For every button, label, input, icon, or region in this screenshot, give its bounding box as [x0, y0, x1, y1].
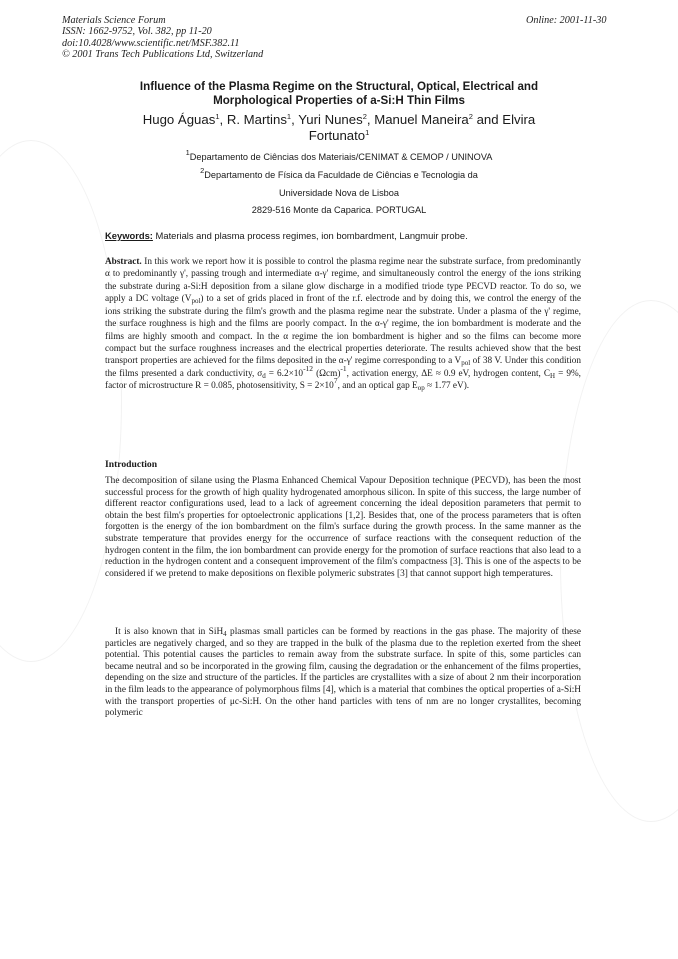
subscript: d	[262, 371, 266, 380]
abstract-text: In this work we report how it is possible to control the plasma regime near the substrate surface, from predominantly α to predominantly γ', passing trough and intermediate α-γ' regime, and simultaneously control the energy of the ions striking the substrate during a-Si:H deposition from a silane glow discharge in a modified triode type PECVD reactor. To do so, we apply a DC voltage (V	[105, 257, 581, 305]
affiliation-text: Departamento de Física da Faculdade de Ciências e Tecnologia da	[204, 169, 478, 180]
superscript: -1	[340, 363, 347, 373]
affiliation-2-cont: Universidade Nova de Lisboa	[278, 187, 400, 198]
subscript: pol	[461, 359, 471, 368]
paragraph-text: It is also known that in SiH	[115, 627, 224, 637]
author-name: Hugo Águas	[142, 112, 216, 127]
online-date: Online: 2001-11-30	[526, 15, 607, 26]
author-name: R. Martins	[226, 112, 287, 127]
journal-copyright: © 2001 Trans Tech Publications Ltd, Switzerland	[62, 49, 264, 61]
affiliation-mark: 2	[468, 112, 473, 121]
affiliation-1	[90, 149, 588, 167]
journal-name: Materials Science Forum	[62, 15, 166, 26]
affiliation-mark: 1	[215, 112, 220, 121]
title-line: Morphological Properties of a-Si:H Thin Films	[213, 94, 465, 107]
keywords-label: Keywords:	[105, 230, 153, 241]
abstract-label: Abstract.	[105, 257, 142, 267]
abstract	[105, 256, 581, 393]
title-line: Influence of the Plasma Regime on the Structural, Optical, Electrical and	[139, 80, 539, 93]
keywords-text: Materials and plasma process regimes, ion bombardment, Langmuir probe.	[152, 230, 468, 241]
abstract-text: , and an optical gap E	[337, 381, 418, 392]
affiliation-mark: 2	[362, 112, 367, 121]
author-name: Manuel Maneira	[374, 112, 469, 127]
affiliation-mark: 1	[365, 128, 370, 137]
abstract-text: ) to a set of grids placed in front of the r.f. electrode and by doing this, we control the energy of the ions striking the substrate during the film's growth and the plasma regime near the substrate. Under a plasma of the γ' regime, the surface roughness is high and the films are poorly compact. In the α-γ' regime, the ion bombardment is moderate and the films are highly smooth and compact. In the α regime the ion bombardment is higher and so the films can become more compact but the surface roughness increases and the electrical properties deteriorate. The results achieved show that the best transport properties are achieved for the films deposited in the α-γ' regime corresponding to a V	[105, 294, 581, 367]
author-list	[110, 112, 568, 144]
abstract-text: (Ωcm)	[313, 368, 341, 379]
section-heading: Introduction	[105, 459, 158, 470]
journal-issn: ISSN: 1662-9752, Vol. 382, pp 11-20	[62, 26, 212, 38]
journal-doi[interactable]: doi:10.4028/www.scientific.net/MSF.382.11	[62, 37, 240, 49]
affiliation-address: 2829-516 Monte da Caparica. PORTUGAL	[251, 205, 427, 216]
author-line: Fortunato$^1$	[308, 128, 370, 143]
affiliation-mark: 1	[286, 112, 292, 121]
abstract-text: = 6.2×10	[265, 368, 304, 379]
subscript: op	[417, 384, 425, 393]
subscript: 4	[223, 630, 227, 638]
affiliations	[90, 149, 588, 220]
superscript: -12	[303, 363, 314, 373]
author-line: Hugo Águas$^1$, R. Martins$^1$, Yuri Nunes$^2$, Manuel Maneira$^2$ and Elvira	[142, 112, 536, 127]
journal-header	[62, 15, 263, 61]
paragraph	[105, 627, 581, 720]
affiliation-2	[90, 167, 588, 185]
paragraph-text: plasmas small particles can be formed by reactions in the gas phase. The majority of these particles are negatively charged, and so they are trapped in the bulk of the plasma due to the repletion exerted from the sheet potential. This potential causes the particles to remain away from the substrate surface. In spite of this, some particles can became neutral and so be incorporated in the growing film, causing the degradation or the enhancement of the films properties, depending on the size and structure of the particles. If the particles are crystallites with a size of about 2 nm their incorporation in the film leads to the appearance of polymorphous films [4], which is a material that combines the optical properties of a-Si:H with the transport properties of μc-Si:H. On the other hand particles with tens of nm are no longer crystallites, becoming polymeric	[105, 627, 581, 719]
subscript: pol	[191, 297, 201, 306]
abstract-text: = 9%, factor of microstructure R = 0.085, photosensitivity, S = 2×10	[105, 368, 581, 392]
abstract-text: of 38 V. Under this condition the films presented a dark conductivity, σ	[105, 356, 581, 379]
paragraph: The decomposition of silane using the Plasma Enhanced Chemical Vapour Deposition technique (PECVD), has been the most successful process for the growth of high quality hydrogenated amorphous silicon. In spite of this success, the large number of different reactor configurations used, lead to a lack of agreement concerning the ideal deposition parameters that permit to obtain the best film's properties for optoelectronic applications [1,2]. Besides that, one of the process parameters that is often forgotten is the energy of the ion bombardment on the film's surface during the growth process. In the same manner as the substrate temperature that provides energy for the occurrence of surface reactions with the consequent reduction of the hydrogen content in the film, the ion bombardment can provide energy for the promotion of surface reactions that also lead to a reduction in the hydrogen content and a consequent improvement of the film's compactness [3]. This is one of the aspects to be considered if we pretend to make depositions on flexible polymeric substrates [3] that cannot support high temperatures.	[105, 476, 581, 579]
affiliation-mark: 1	[185, 148, 190, 157]
subscript: H	[550, 371, 556, 380]
paper-title	[84, 80, 594, 108]
affiliation-mark: 2	[200, 165, 205, 175]
author-name: Yuri Nunes	[298, 112, 363, 127]
abstract-text: ≈ 1.77 eV).	[424, 381, 470, 392]
affiliation-text: Departamento de Ciências dos Materiais/CENIMAT & CEMOP / UNINOVA	[189, 152, 493, 162]
keywords	[105, 230, 468, 241]
superscript: 7	[333, 376, 338, 386]
abstract-text: , activation energy, ΔE ≈ 0.9 eV, hydrogen content, C	[346, 368, 551, 379]
